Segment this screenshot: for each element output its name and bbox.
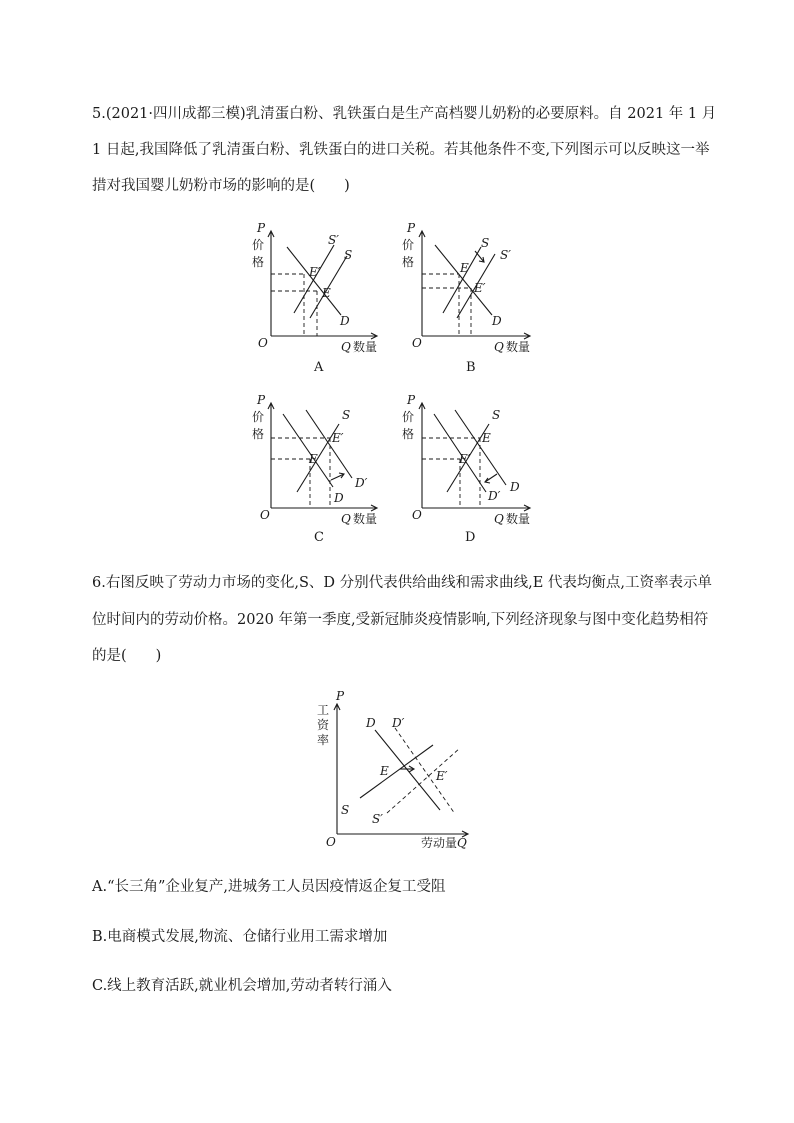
- curve-d: [435, 245, 492, 315]
- label-s: S: [342, 408, 351, 422]
- q5-line-2: 1 日起,我国降低了乳清蛋白粉、乳铁蛋白的进口关税。若其他条件不变,下列图示可以反映这一举: [92, 142, 710, 158]
- axis-p-label: P: [407, 393, 416, 407]
- q6-option-c: C.线上教育活跃,就业机会增加,劳动者转行涌入: [92, 978, 392, 994]
- axis-qty-label: 数量: [353, 512, 378, 526]
- axis-price-1: 价: [402, 238, 415, 252]
- label-d: D: [510, 480, 520, 494]
- point-e: E: [309, 452, 318, 466]
- curve-s: [443, 247, 481, 313]
- point-e-prime: E′: [309, 265, 321, 279]
- q6-line-2: 位时间内的劳动价格。2020 年第一季度,受新冠肺炎疫情影响,下列经济现象与图中变化趋势相符: [92, 612, 709, 628]
- curve-d: [287, 247, 341, 315]
- point-e: E: [380, 764, 389, 778]
- axis-price-2: 格: [402, 255, 415, 269]
- axis-q-label: Q: [494, 340, 504, 354]
- q5-graph-a: [250, 220, 380, 375]
- axis-qty-label: 数量: [353, 340, 378, 354]
- q5-line-3: 措对我国婴儿奶粉市场的影响的是( ): [92, 178, 350, 194]
- point-e: E: [322, 286, 331, 300]
- axis-price-1: 价: [252, 410, 265, 424]
- q6-option-a: A.“长三角”企业复产,进城务工人员因疫情返企复工受阻: [92, 879, 446, 895]
- label-d: D: [492, 314, 502, 328]
- axis-qty-label: 劳动量: [421, 836, 458, 850]
- label-s-prime: S′: [500, 248, 511, 262]
- label-s-prime: S′: [328, 233, 339, 247]
- origin-label: O: [412, 508, 422, 522]
- curve-s: [360, 745, 433, 798]
- axis-p-label: P: [257, 393, 266, 407]
- label-s: S: [344, 248, 353, 262]
- label-d-prime: D′: [355, 476, 368, 490]
- q5-line-1: 5.(2021·四川成都三模)乳清蛋白粉、乳铁蛋白是生产高档婴儿奶粉的必要原料。自 2021 年 1 月: [92, 106, 717, 122]
- point-e-prime: E′: [436, 769, 448, 783]
- label-s: S: [492, 408, 501, 422]
- option-letter-d: D: [465, 530, 476, 545]
- axis-q-label: Q: [341, 512, 351, 526]
- point-e: E: [482, 431, 491, 445]
- axis-price-2: 格: [252, 255, 265, 269]
- axis-price-1: 价: [252, 238, 265, 252]
- q5-graph-b: [400, 220, 540, 375]
- axis-p-label: P: [257, 221, 266, 235]
- axis-p-label: P: [336, 689, 345, 703]
- origin-label: O: [260, 508, 270, 522]
- axis-qty-label: 数量: [506, 340, 531, 354]
- label-s: S: [481, 236, 490, 250]
- label-d-prime: D′: [488, 489, 501, 503]
- y-label-3: 率: [317, 733, 330, 747]
- q5-graph-c: [250, 392, 390, 547]
- y-label-2: 资: [317, 718, 330, 732]
- point-e: E: [460, 261, 469, 275]
- q6-graph: [300, 688, 490, 854]
- origin-label: O: [326, 835, 336, 849]
- label-s: S: [341, 803, 350, 817]
- q6-option-b: B.电商模式发展,物流、仓储行业用工需求增加: [92, 929, 388, 945]
- label-d: D: [366, 716, 376, 730]
- origin-label: O: [258, 336, 268, 350]
- option-letter-c: C: [314, 530, 324, 545]
- option-letter-b: B: [466, 360, 476, 375]
- point-e-prime: E′: [332, 431, 344, 445]
- label-d-prime: D′: [392, 716, 405, 730]
- shift-arrow: [475, 251, 484, 262]
- q6-line-1: 6.右图反映了劳动力市场的变化,S、D 分别代表供给曲线和需求曲线,E 代表均衡点,工资率表示单: [92, 575, 713, 591]
- y-label-1: 工: [317, 703, 330, 717]
- axis-q-label: Q: [341, 340, 351, 354]
- q6-line-3: 的是( ): [92, 648, 162, 664]
- axis-price-2: 格: [252, 427, 265, 441]
- curve-s-prime: [294, 245, 334, 313]
- axis-q-label: Q: [494, 512, 504, 526]
- q5-graph-d: [400, 392, 540, 547]
- label-d: D: [340, 314, 350, 328]
- label-s-prime: S′: [372, 812, 383, 826]
- axis-price-1: 价: [402, 410, 415, 424]
- axis-q-label: Q: [457, 836, 467, 850]
- axis-p-label: P: [407, 221, 416, 235]
- option-letter-a: A: [314, 360, 324, 375]
- label-d: D: [334, 491, 344, 505]
- origin-label: O: [412, 336, 422, 350]
- point-e-prime: E′: [474, 281, 486, 295]
- point-e-prime: E′: [459, 452, 471, 466]
- curve-d: [283, 414, 333, 487]
- axis-qty-label: 数量: [506, 512, 531, 526]
- shift-arrow: [485, 474, 497, 482]
- axis-price-2: 格: [402, 427, 415, 441]
